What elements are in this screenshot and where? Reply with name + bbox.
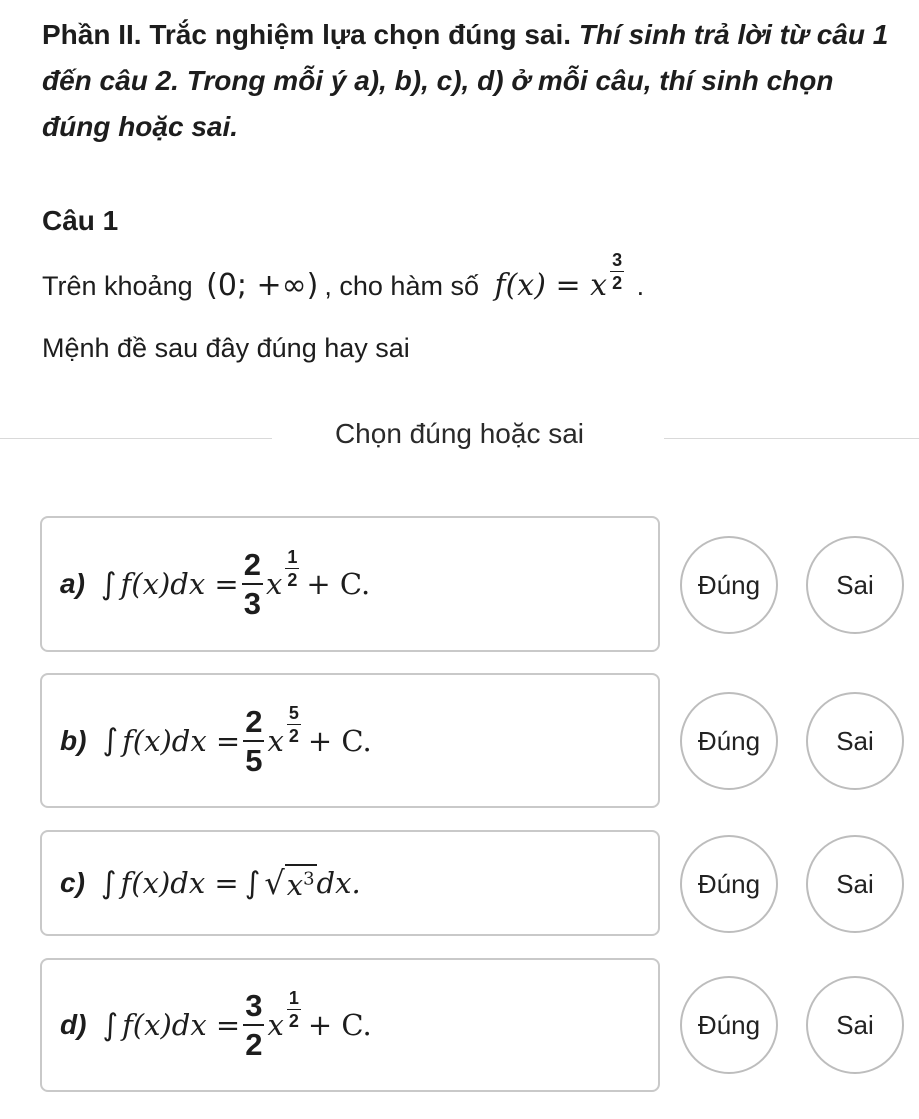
stem-prefix: Trên khoảng [42, 271, 193, 301]
integral-symbol: ∫ [102, 723, 119, 758]
function-base: x [590, 268, 608, 303]
integral-lhs: f(x)dx = [122, 1008, 241, 1042]
tail: + C. [306, 567, 371, 601]
coef-num: 2 [243, 706, 264, 742]
option-a-false-button[interactable]: Sai [806, 536, 904, 634]
question-stem [42, 249, 645, 310]
base: x [265, 567, 283, 601]
square-root [264, 864, 316, 902]
option-c-box [40, 830, 660, 936]
tail: dx. [316, 866, 361, 900]
option-a-statement [60, 518, 370, 650]
instruction-detail: Thí sinh trả lời từ câu 1 đến câu 2. Trong mỗi ý a), b), c), d) ở mỗi câu, thí sinh chọn đúng hoặc sai. [42, 19, 889, 142]
tail: + C. [307, 723, 372, 758]
option-c-true-button[interactable]: Đúng [680, 835, 778, 933]
coefficient [243, 703, 264, 778]
integral-lhs: f(x)dx = [120, 866, 239, 900]
exp-num: 1 [288, 987, 299, 1008]
stem-interval: (0; +∞) [206, 268, 319, 303]
exp-den: 2 [288, 1010, 299, 1031]
function-exp-num: 3 [612, 249, 623, 270]
integral-lhs: f(x)dx = [122, 723, 241, 758]
exp-num: 1 [287, 546, 298, 567]
option-a-true-button[interactable]: Đúng [680, 536, 778, 634]
coefficient [243, 990, 264, 1060]
stem-end: . [636, 271, 645, 301]
exp-den: 2 [288, 726, 299, 746]
integral-symbol: ∫ [100, 865, 117, 901]
option-label: c) [60, 867, 85, 898]
option-d-statement [60, 960, 372, 1090]
coef-num: 2 [242, 549, 263, 585]
instruction-text [42, 12, 902, 150]
option-b-false-button[interactable]: Sai [806, 692, 904, 790]
function-definition [494, 249, 636, 303]
option-label: d) [60, 1009, 87, 1040]
coefficient [242, 549, 263, 619]
function-exponent [607, 246, 627, 294]
option-c-false-button[interactable]: Sai [806, 835, 904, 933]
question-title: Câu 1 [42, 205, 119, 236]
function-lhs: f(x) = [494, 268, 581, 303]
exp-num: 5 [288, 703, 299, 723]
option-b-true-button[interactable]: Đúng [680, 692, 778, 790]
divider-right [664, 438, 919, 439]
stem-middle: , cho hàm số [324, 271, 479, 301]
option-label: b) [60, 724, 87, 756]
option-b-box [40, 673, 660, 808]
integral-symbol: ∫ [102, 1007, 119, 1043]
exponent [284, 989, 304, 1030]
answer-subheader: Chọn đúng hoặc sai [334, 418, 585, 449]
coef-den: 5 [245, 742, 263, 778]
exponent [282, 548, 302, 589]
option-d-true-button[interactable]: Đúng [680, 976, 778, 1074]
option-label: a) [60, 568, 85, 599]
option-d-box [40, 958, 660, 1092]
integral-lhs: f(x)dx = [120, 567, 239, 601]
radicand-exp: 3 [303, 868, 315, 890]
coef-num: 3 [243, 990, 264, 1026]
tail: + C. [307, 1008, 372, 1042]
function-exp-den: 2 [612, 272, 623, 293]
radicand-base: x [286, 868, 304, 902]
exp-den: 2 [287, 569, 298, 590]
exponent [284, 704, 304, 745]
coef-den: 3 [243, 586, 261, 621]
question-prompt: Mệnh đề sau đây đúng hay sai [42, 333, 410, 363]
instruction-heading: Phần II. Trắc nghiệm lựa chọn đúng sai. [42, 19, 572, 50]
integral-symbol: ∫ [100, 566, 117, 602]
option-b-statement [60, 675, 372, 806]
option-a-box [40, 516, 660, 652]
base: x [267, 723, 284, 758]
integral-symbol-rhs: ∫ [244, 865, 261, 901]
option-d-false-button[interactable]: Sai [806, 976, 904, 1074]
option-c-statement [60, 832, 361, 934]
coef-den: 2 [245, 1027, 263, 1062]
radical-sign-icon: √ [264, 864, 285, 902]
base: x [267, 1008, 284, 1042]
